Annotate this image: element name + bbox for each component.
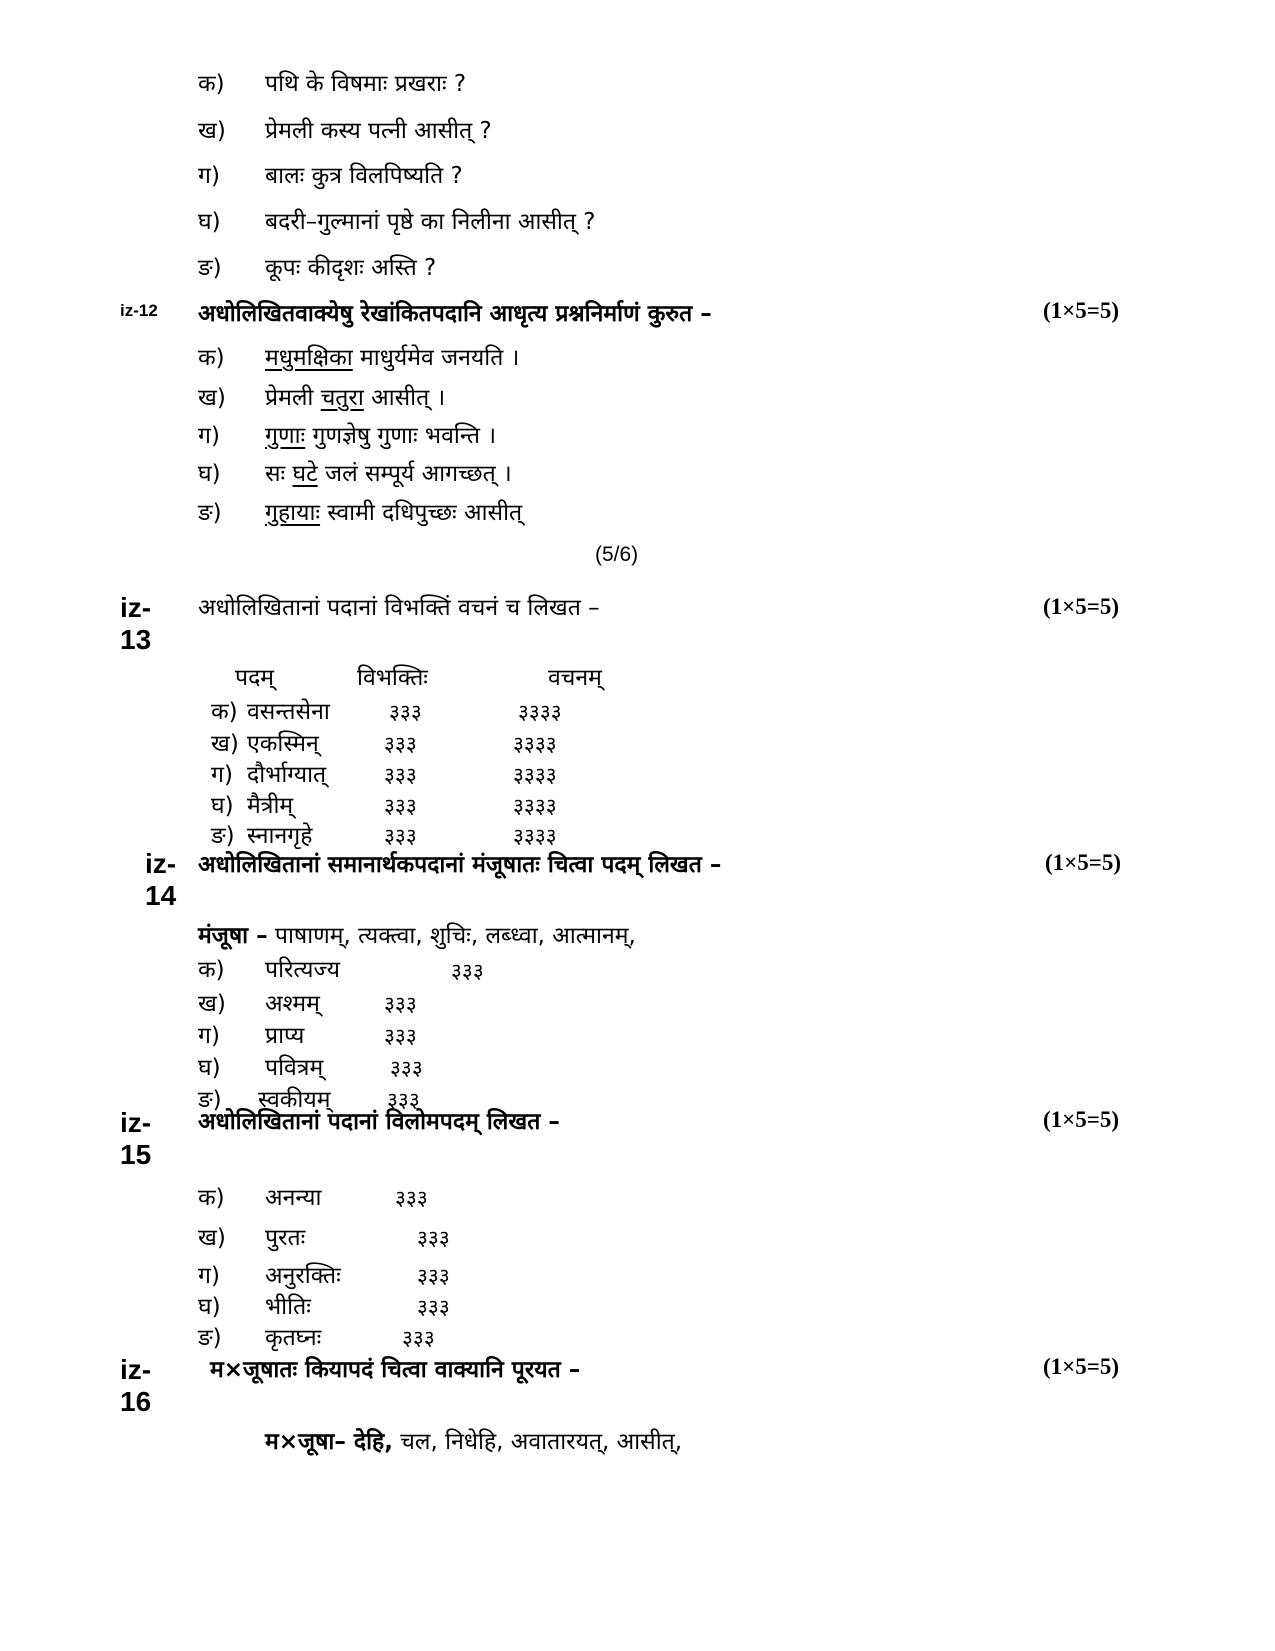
word-box — [265, 1424, 682, 1456]
underlined-word: घटे — [292, 461, 318, 487]
q15-item-label: घ) — [198, 1294, 221, 1320]
q15-item-label: ख) — [198, 1225, 226, 1251]
q15-item-label: क) — [198, 1185, 225, 1211]
question-marks: (1×5=5) — [1043, 1107, 1120, 1132]
table-cell-blank: ३३३ — [384, 794, 417, 818]
q11-item-label: ङ) — [198, 255, 222, 281]
q15-item-word: अनुरक्तिः — [265, 1263, 341, 1289]
word-box — [198, 918, 636, 950]
answer-blank: ३३३ — [387, 1088, 420, 1112]
word-box-label: मंजूषा – — [198, 923, 268, 949]
q11-item-text: प्रेमली कस्य पत्नी आसीत् ? — [265, 118, 492, 144]
q14-item-word: अश्मम् — [265, 991, 320, 1017]
question-marks: (1×5=5) — [1043, 1354, 1120, 1379]
q12-item-label: घ) — [198, 461, 221, 487]
word-box-words: चल, निधेहि, अवातारयत्, आसीत्, — [400, 1429, 683, 1455]
column-header-word: पदम् — [235, 665, 275, 691]
answer-blank: ३३३ — [402, 1326, 435, 1350]
answer-blank: ३३३ — [390, 1056, 423, 1080]
question-number: iz-12 — [120, 301, 158, 320]
q14-item-label: ख) — [198, 991, 226, 1017]
q15-item-word: भीतिः — [265, 1294, 311, 1320]
column-header-vibhakti: विभक्तिः — [357, 665, 428, 691]
answer-blank: ३३३ — [417, 1226, 450, 1250]
q11-item-label: क) — [198, 71, 225, 97]
table-cell-blank: ३३३ — [389, 700, 422, 724]
answer-blank: ३३३ — [417, 1295, 450, 1319]
q14-item-word: परित्यज्य — [265, 957, 340, 983]
table-cell-blank: ३३३३ — [513, 794, 557, 818]
table-cell-blank: ३३३ — [384, 763, 417, 787]
q12-item-label: ख) — [198, 385, 226, 411]
question-number: iz- 16 — [120, 1354, 152, 1417]
question-marks: (1×5=5) — [1043, 298, 1120, 323]
underlined-word: मधुमक्षिका — [265, 345, 353, 371]
q11-item-text: बदरी–गुल्मानां पृष्ठे का निलीना आसीत् ? — [265, 209, 596, 235]
word-box-label: म×जूषा– देहि, — [265, 1429, 393, 1455]
page-marker: (5/6) — [595, 543, 639, 566]
question-number: iz- 15 — [120, 1107, 152, 1170]
question-marks: (1×5=5) — [1043, 594, 1120, 619]
q11-item-label: ग) — [198, 163, 220, 189]
q12-item-sentence: गुहायाः स्वामी दधिपुच्छः आसीत् — [265, 500, 523, 526]
table-row-label: ख) — [211, 731, 239, 757]
q14-item-word: स्वकीयम् — [258, 1087, 331, 1113]
table-cell-blank: ३३३३ — [513, 732, 557, 756]
table-cell-blank: ३३३३ — [513, 824, 557, 848]
q11-item-label: ख) — [198, 118, 226, 144]
table-cell-word: स्नानगृहे — [247, 823, 313, 849]
answer-blank: ३३३ — [384, 992, 417, 1016]
q15-item-word: पुरतः — [265, 1225, 306, 1251]
underlined-word: गुणाः — [265, 423, 306, 449]
answer-blank: ३३३ — [395, 1186, 428, 1210]
q15-item-label: ग) — [198, 1263, 220, 1289]
table-row-label: घ) — [211, 793, 234, 819]
table-cell-word: वसन्तसेना — [247, 699, 330, 725]
table-cell-blank: ३३३३ — [513, 763, 557, 787]
table-cell-blank: ३३३ — [384, 824, 417, 848]
q15-item-word: कृतघ्नः — [265, 1325, 322, 1351]
question-heading: अधोलिखितानां पदानां विभक्तिं वचनं च लिखत – — [198, 595, 600, 621]
q14-item-word: पवित्रम् — [265, 1055, 324, 1081]
q12-item-sentence: सः घटे जलं सम्पूर्य आगच्छत् । — [265, 461, 512, 487]
q12-item-sentence: प्रेमली चतुरा आसीत् । — [265, 385, 446, 411]
answer-blank: ३३३ — [384, 1024, 417, 1048]
question-heading: अधोलिखितानां समानार्थकपदानां मंजूषातः चित्वा पदम् लिखत – — [198, 852, 722, 878]
q15-item-word: अनन्या — [265, 1185, 322, 1211]
question-number: iz- 13 — [120, 592, 152, 655]
underlined-word: गुहायाः — [265, 500, 321, 526]
q12-item-sentence: गुणाः गुणज्ञेषु गुणाः भवन्ति । — [265, 423, 497, 449]
column-header-vachanam: वचनम् — [548, 665, 602, 691]
table-cell-blank: ३३३ — [384, 732, 417, 756]
table-cell-blank: ३३३३ — [518, 700, 562, 724]
q14-item-word: प्राप्य — [265, 1023, 305, 1049]
question-number: iz- 14 — [145, 848, 177, 911]
q11-item-text: पथि के विषमाः प्रखराः ? — [265, 71, 467, 97]
q14-item-label: घ) — [198, 1055, 221, 1081]
word-box-words: पाषाणम्, त्यक्त्वा, शुचिः, लब्ध्वा, आत्मानम्, — [274, 923, 636, 949]
table-cell-word: दौर्भाग्यात् — [247, 762, 327, 788]
table-row-label: क) — [211, 699, 238, 725]
answer-blank: ३३३ — [417, 1264, 450, 1288]
q11-item-text: बालः कुत्र विलपिष्यति ? — [265, 163, 463, 189]
table-cell-word: एकस्मिन् — [247, 731, 319, 757]
question-heading: म×जूषातः कियापदं चित्वा वाक्यानि पूरयत – — [210, 1357, 581, 1383]
q11-item-text: कूपः कीदृशः अस्ति ? — [265, 255, 437, 281]
table-row-label: ग) — [211, 762, 233, 788]
question-marks: (1×5=5) — [1045, 850, 1122, 875]
q11-item-label: घ) — [198, 209, 221, 235]
q12-item-label: क) — [198, 345, 225, 371]
answer-blank: ३३३ — [451, 959, 484, 983]
q12-item-label: ग) — [198, 423, 220, 449]
q14-item-label: ङ) — [198, 1087, 222, 1113]
question-heading: अधोलिखितानां पदानां विलोमपदम् लिखत – — [198, 1109, 560, 1135]
table-cell-word: मैत्रीम् — [247, 793, 294, 819]
q12-item-label: ङ) — [198, 500, 222, 526]
q15-item-label: ङ) — [198, 1325, 222, 1351]
question-heading: अधोलिखितवाक्येषु रेखांकितपदानि आधृत्य प्रश्ननिर्माणं कुरुत – — [198, 301, 712, 327]
table-row-label: ङ) — [211, 823, 235, 849]
q14-item-label: क) — [198, 957, 225, 983]
q14-item-label: ग) — [198, 1023, 220, 1049]
underlined-word: चतुरा — [320, 385, 364, 411]
q12-item-sentence: मधुमक्षिका माधुर्यमेव जनयति । — [265, 345, 520, 371]
